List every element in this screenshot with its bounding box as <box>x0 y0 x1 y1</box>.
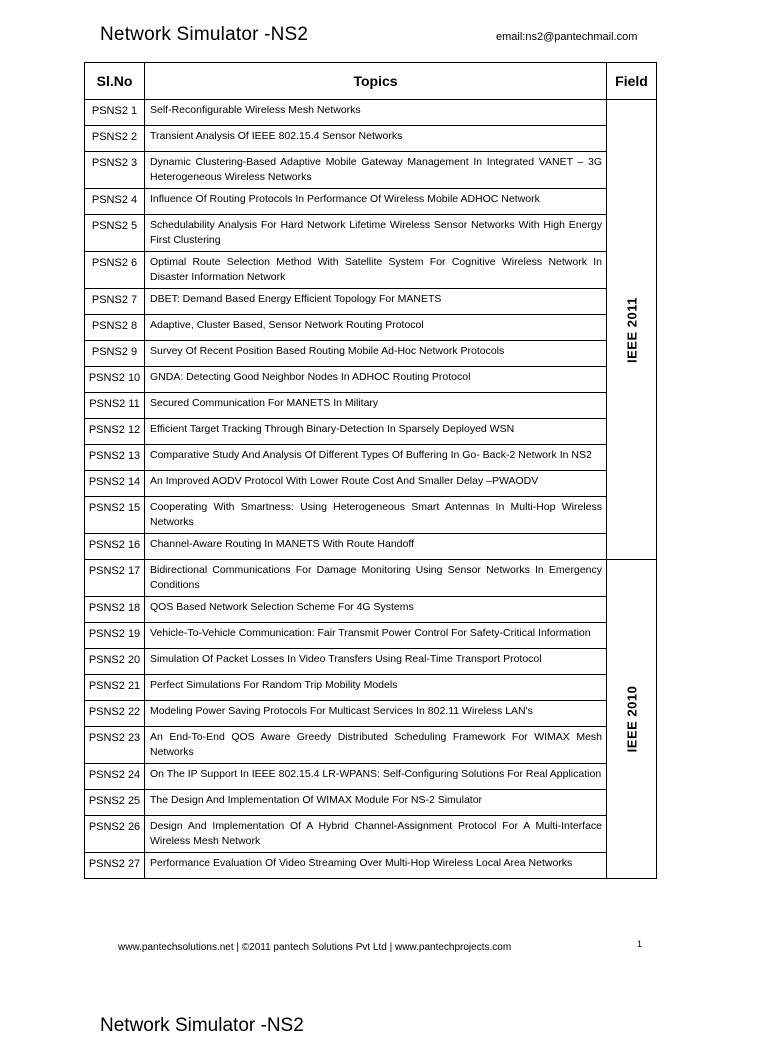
row-serial-number: PSNS2 19 <box>85 623 145 649</box>
table-row <box>85 471 657 497</box>
row-serial-number: PSNS2 11 <box>85 393 145 419</box>
table-row <box>85 560 657 597</box>
row-serial-number: PSNS2 6 <box>85 252 145 289</box>
table-row <box>85 189 657 215</box>
table-row <box>85 623 657 649</box>
row-topic: Modeling Power Saving Protocols For Multicast Services In 802.11 Wireless LAN's <box>145 701 607 727</box>
table-row <box>85 215 657 252</box>
table-row <box>85 853 657 879</box>
table-row <box>85 315 657 341</box>
row-topic: GNDA: Detecting Good Neighbor Nodes In ADHOC Routing Protocol <box>145 367 607 393</box>
row-topic: Survey Of Recent Position Based Routing Mobile Ad-Hoc Network Protocols <box>145 341 607 367</box>
table-row <box>85 341 657 367</box>
row-topic: Self-Reconfigurable Wireless Mesh Networks <box>145 100 607 126</box>
table-row <box>85 790 657 816</box>
row-topic: Adaptive, Cluster Based, Sensor Network Routing Protocol <box>145 315 607 341</box>
row-serial-number: PSNS2 10 <box>85 367 145 393</box>
field-group-label: IEEE 2011 <box>624 296 639 363</box>
row-serial-number: PSNS2 9 <box>85 341 145 367</box>
field-group-cell <box>607 560 657 879</box>
row-serial-number: PSNS2 12 <box>85 419 145 445</box>
row-serial-number: PSNS2 17 <box>85 560 145 597</box>
row-serial-number: PSNS2 25 <box>85 790 145 816</box>
column-header-field: Field <box>607 63 657 100</box>
table-row <box>85 649 657 675</box>
field-group-cell <box>607 100 657 560</box>
column-header-topics: Topics <box>145 63 607 100</box>
table-row <box>85 445 657 471</box>
row-serial-number: PSNS2 2 <box>85 126 145 152</box>
contact-email: email:ns2@pantechmail.com <box>496 31 638 43</box>
page-number: 1 <box>637 939 643 949</box>
row-topic: An Improved AODV Protocol With Lower Route Cost And Smaller Delay –PWAODV <box>145 471 607 497</box>
row-topic: Transient Analysis Of IEEE 802.15.4 Sensor Networks <box>145 126 607 152</box>
row-serial-number: PSNS2 8 <box>85 315 145 341</box>
row-topic: Cooperating With Smartness: Using Heterogeneous Smart Antennas In Multi-Hop Wireless Networks <box>145 497 607 534</box>
table-row <box>85 126 657 152</box>
table-row <box>85 597 657 623</box>
row-topic: Efficient Target Tracking Through Binary-Detection In Sparsely Deployed WSN <box>145 419 607 445</box>
table-row <box>85 816 657 853</box>
row-serial-number: PSNS2 24 <box>85 764 145 790</box>
row-topic: On The IP Support In IEEE 802.15.4 LR-WPANS: Self-Configuring Solutions For Real Application <box>145 764 607 790</box>
table-row <box>85 727 657 764</box>
row-serial-number: PSNS2 15 <box>85 497 145 534</box>
table-row <box>85 701 657 727</box>
row-topic: QOS Based Network Selection Scheme For 4G Systems <box>145 597 607 623</box>
table-row <box>85 367 657 393</box>
table-row <box>85 393 657 419</box>
document-title: Network Simulator -NS2 <box>100 24 309 45</box>
row-topic: Influence Of Routing Protocols In Performance Of Wireless Mobile ADHOC Network <box>145 189 607 215</box>
row-topic: Comparative Study And Analysis Of Different Types Of Buffering In Go- Back-2 Network In NS2 <box>145 445 607 471</box>
table-header-row <box>85 63 657 100</box>
row-topic: Simulation Of Packet Losses In Video Transfers Using Real-Time Transport Protocol <box>145 649 607 675</box>
table-body <box>85 100 657 879</box>
row-topic: Performance Evaluation Of Video Streaming Over Multi-Hop Wireless Local Area Networks <box>145 853 607 879</box>
row-topic: Perfect Simulations For Random Trip Mobility Models <box>145 675 607 701</box>
row-serial-number: PSNS2 20 <box>85 649 145 675</box>
row-topic: Channel-Aware Routing In MANETS With Route Handoff <box>145 534 607 560</box>
row-serial-number: PSNS2 18 <box>85 597 145 623</box>
next-page-title: Network Simulator -NS2 <box>100 1015 304 1036</box>
row-topic: Bidirectional Communications For Damage Monitoring Using Sensor Networks In Emergency Conditions <box>145 560 607 597</box>
row-topic: Schedulability Analysis For Hard Network Lifetime Wireless Sensor Networks With High Energy First Clustering <box>145 215 607 252</box>
row-topic: The Design And Implementation Of WIMAX Module For NS-2 Simulator <box>145 790 607 816</box>
row-serial-number: PSNS2 3 <box>85 152 145 189</box>
table-row <box>85 289 657 315</box>
row-serial-number: PSNS2 14 <box>85 471 145 497</box>
topics-table <box>84 62 657 879</box>
row-serial-number: PSNS2 26 <box>85 816 145 853</box>
row-serial-number: PSNS2 23 <box>85 727 145 764</box>
table-row <box>85 419 657 445</box>
footer-links: www.pantechsolutions.net | ©2011 pantech Solutions Pvt Ltd | www.pantechprojects.com <box>118 942 512 953</box>
table-row <box>85 675 657 701</box>
row-topic: Vehicle-To-Vehicle Communication: Fair Transmit Power Control For Safety-Critical Information <box>145 623 607 649</box>
row-serial-number: PSNS2 22 <box>85 701 145 727</box>
row-serial-number: PSNS2 4 <box>85 189 145 215</box>
row-topic: Design And Implementation Of A Hybrid Channel-Assignment Protocol For A Multi-Interface Wireless Mesh Network <box>145 816 607 853</box>
column-header-slno: Sl.No <box>85 63 145 100</box>
row-serial-number: PSNS2 7 <box>85 289 145 315</box>
row-topic: Dynamic Clustering-Based Adaptive Mobile Gateway Management In Integrated VANET – 3G Heterogeneous Wireless Networks <box>145 152 607 189</box>
table-row <box>85 497 657 534</box>
row-serial-number: PSNS2 13 <box>85 445 145 471</box>
row-serial-number: PSNS2 5 <box>85 215 145 252</box>
row-serial-number: PSNS2 21 <box>85 675 145 701</box>
row-serial-number: PSNS2 27 <box>85 853 145 879</box>
row-topic: An End-To-End QOS Aware Greedy Distributed Scheduling Framework For WIMAX Mesh Networks <box>145 727 607 764</box>
row-topic: Secured Communication For MANETS In Military <box>145 393 607 419</box>
field-group-label: IEEE 2010 <box>624 685 639 753</box>
table-row <box>85 252 657 289</box>
table-row <box>85 764 657 790</box>
table-row <box>85 152 657 189</box>
table-row <box>85 100 657 126</box>
row-topic: DBET: Demand Based Energy Efficient Topology For MANETS <box>145 289 607 315</box>
table-row <box>85 534 657 560</box>
row-topic: Optimal Route Selection Method With Satellite System For Cognitive Wireless Network In Disaster Information Network <box>145 252 607 289</box>
row-serial-number: PSNS2 16 <box>85 534 145 560</box>
row-serial-number: PSNS2 1 <box>85 100 145 126</box>
